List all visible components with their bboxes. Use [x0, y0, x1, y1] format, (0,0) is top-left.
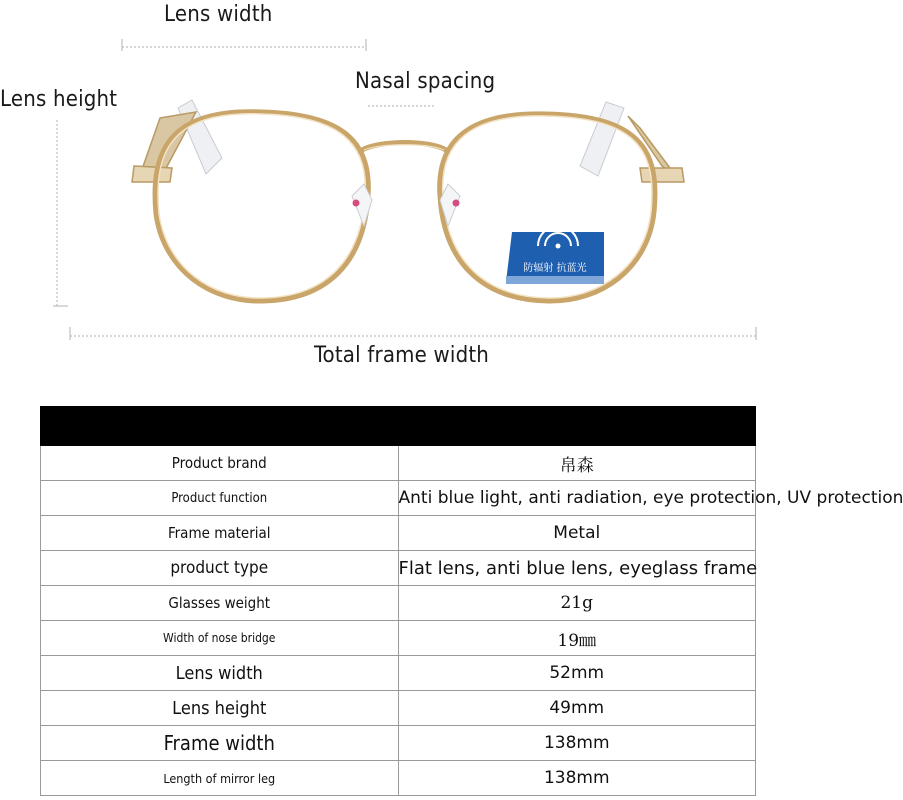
row-key: Frame width — [41, 726, 399, 761]
glasses-illustration — [0, 0, 800, 390]
table-row — [41, 726, 756, 761]
bridge — [362, 143, 446, 151]
right-temple — [580, 102, 684, 182]
row-value: 帛森 — [398, 446, 756, 481]
glasses-diagram — [0, 0, 800, 390]
row-key: Width of nose bridge — [41, 621, 399, 656]
table-row — [41, 656, 756, 691]
row-value: 19㎜ — [398, 621, 756, 656]
row-key: Glasses weight — [41, 586, 399, 621]
row-value: 138mm — [398, 726, 756, 761]
row-key: Lens height — [41, 691, 399, 726]
lens-height-label: Lens height — [0, 87, 118, 112]
row-value: Metal — [398, 516, 756, 551]
table-row — [41, 761, 756, 796]
row-key: Product function — [41, 481, 399, 516]
spec-table — [40, 406, 903, 796]
table-row — [41, 621, 756, 656]
left-temple — [132, 100, 222, 182]
row-key: product type — [41, 551, 399, 586]
table-header-bar — [41, 407, 756, 446]
row-key: Product brand — [41, 446, 399, 481]
table-row — [41, 446, 756, 481]
row-key: Length of mirror leg — [41, 761, 399, 796]
left-lens-rim — [155, 112, 368, 301]
lens-width-label: Lens width — [164, 2, 273, 27]
row-value: Flat lens, anti blue lens, eyeglass frame — [398, 551, 756, 586]
table-row — [41, 551, 756, 586]
table-row — [41, 691, 756, 726]
row-key: Lens width — [41, 656, 399, 691]
table-row — [41, 586, 756, 621]
row-value: 52mm — [398, 656, 756, 691]
row-value: 138mm — [398, 761, 756, 796]
anti-blue-sticker — [506, 226, 604, 284]
row-key: Frame material — [41, 516, 399, 551]
sticker-text: 防辐射 抗蓝光 — [523, 263, 587, 274]
table-row — [41, 481, 756, 516]
row-value: 49mm — [398, 691, 756, 726]
row-value: Anti blue light, anti radiation, eye protection, UV protection — [398, 481, 756, 516]
table-row — [41, 516, 756, 551]
nasal-spacing-label: Nasal spacing — [355, 69, 496, 94]
row-value: 21g — [398, 586, 756, 621]
total-frame-width-label: Total frame width — [314, 343, 490, 368]
